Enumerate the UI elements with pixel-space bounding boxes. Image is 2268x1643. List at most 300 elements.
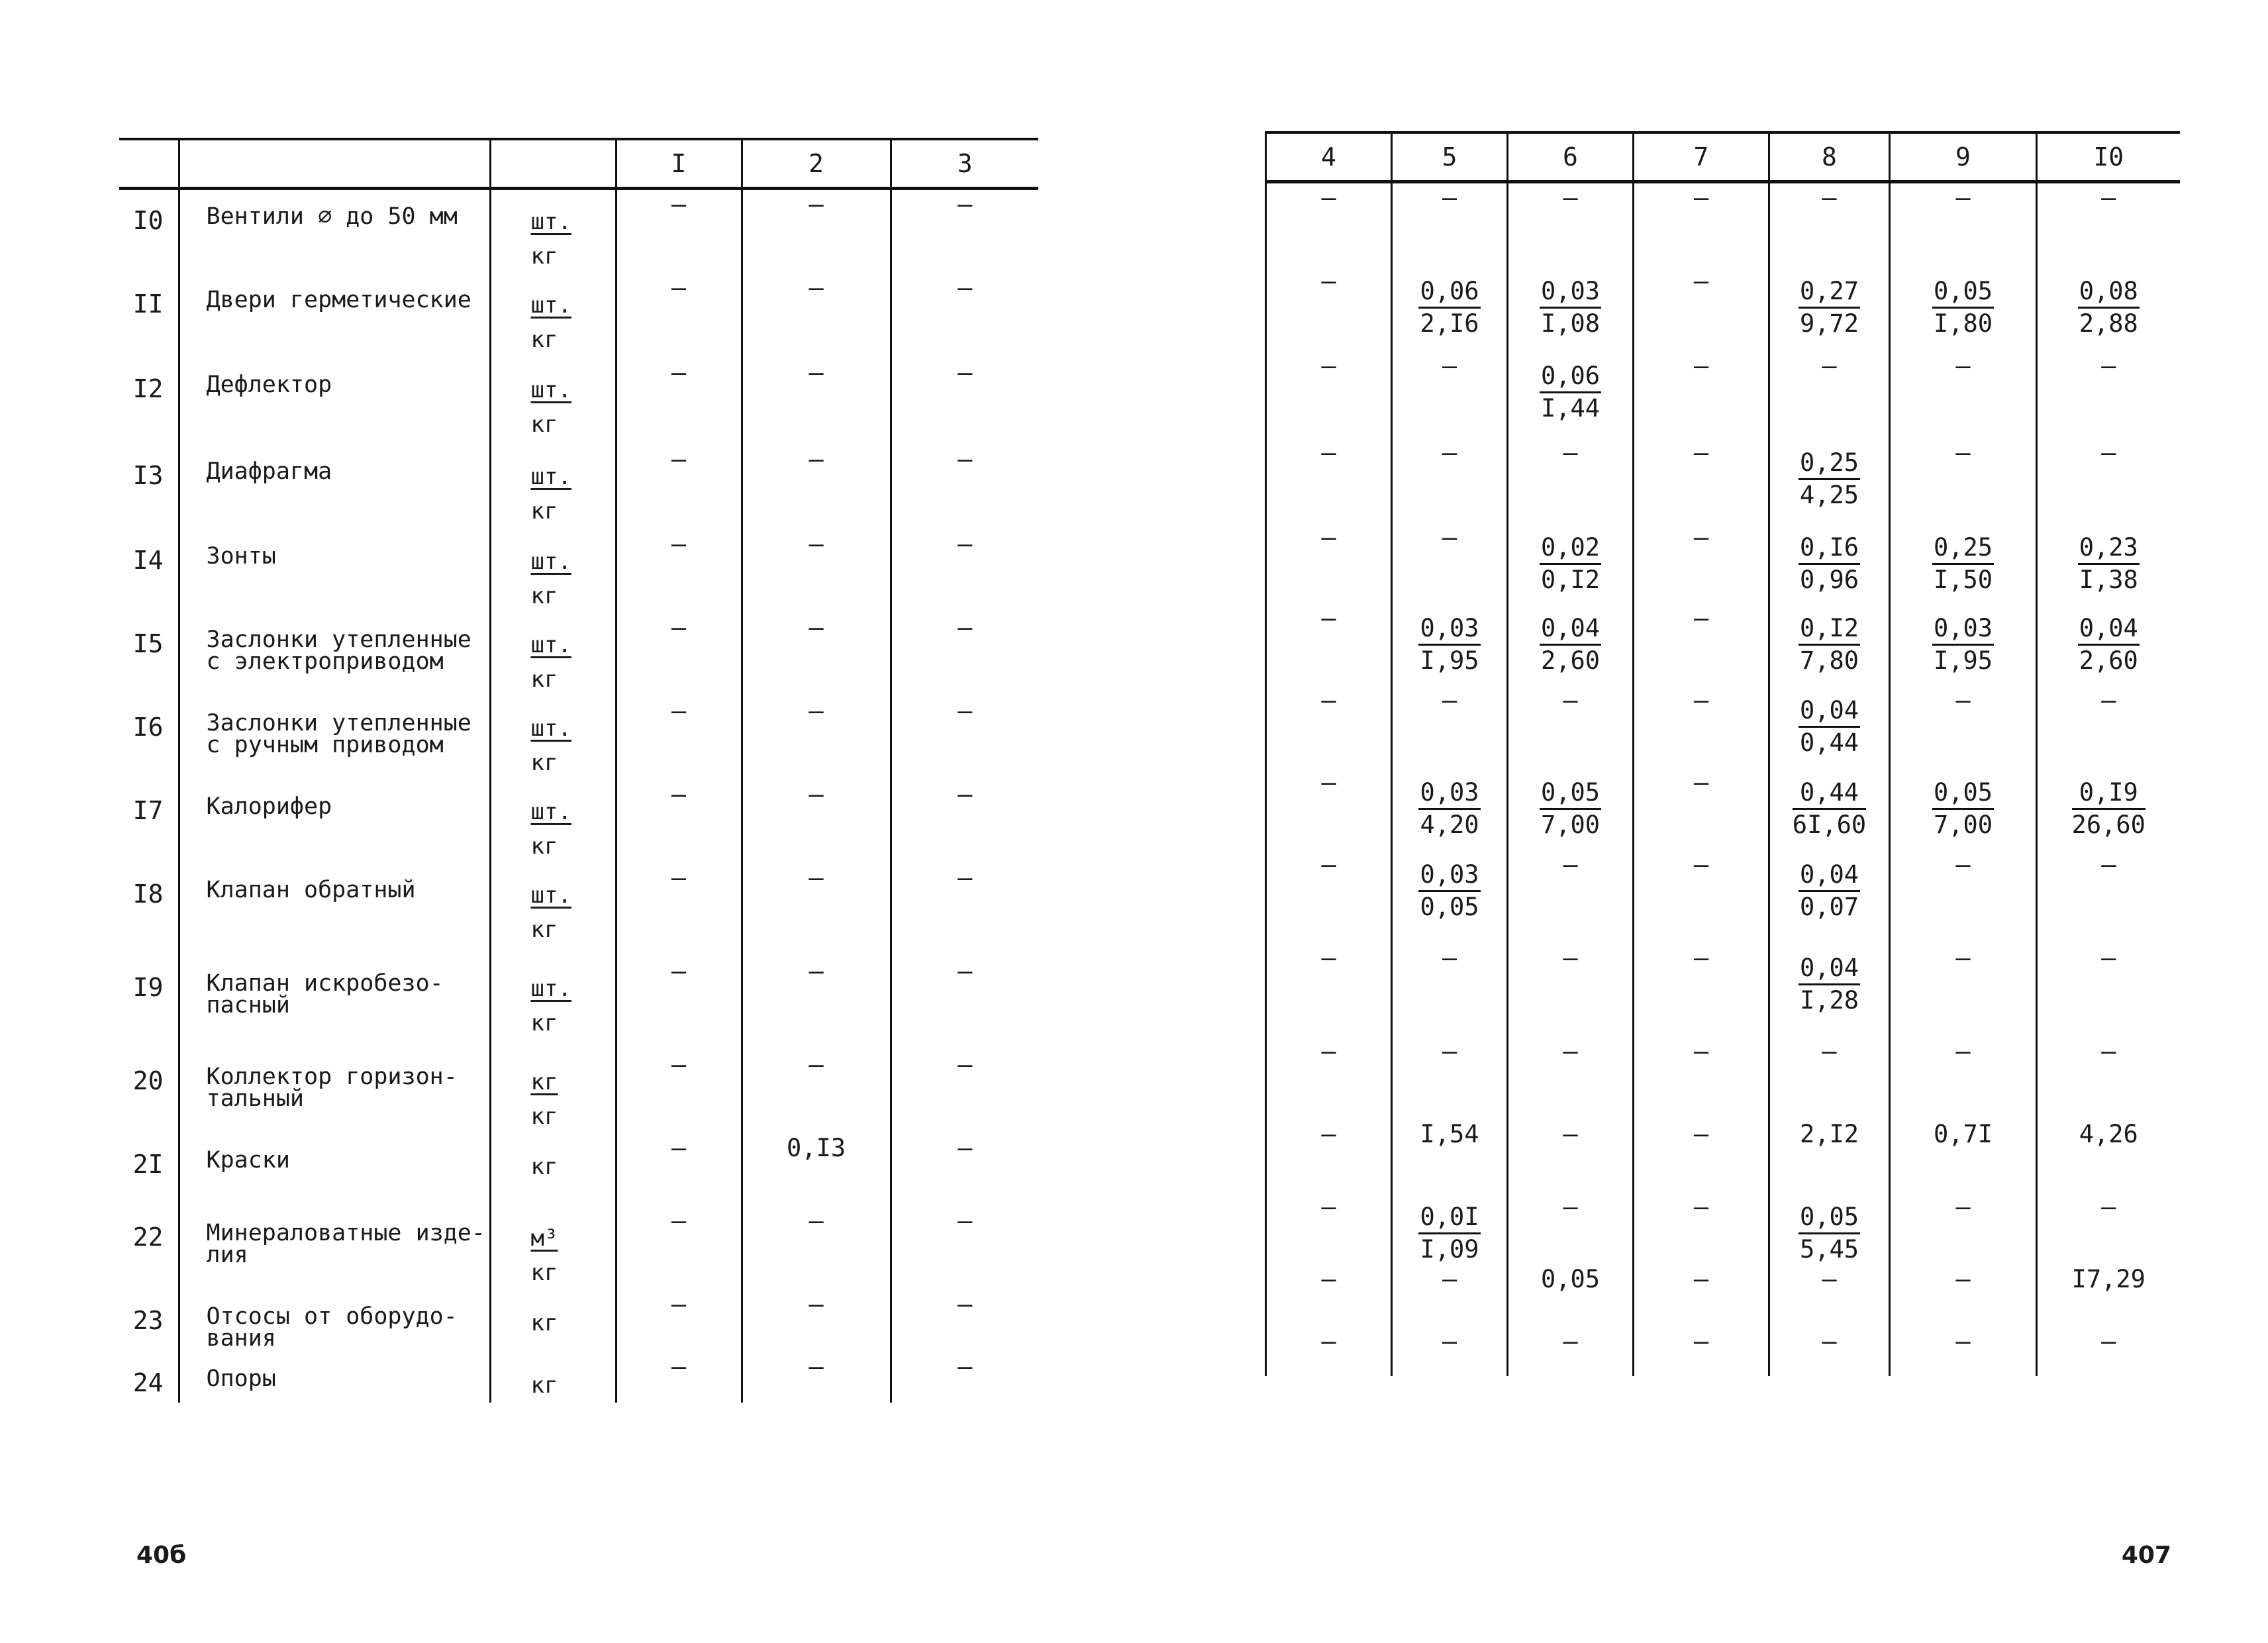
cell-value: – — [1321, 438, 1336, 467]
fraction-denominator: 0,05 — [1420, 892, 1479, 921]
table-row — [1266, 850, 2180, 944]
fraction — [1540, 276, 1601, 339]
item-name: Дефлектор — [179, 358, 490, 445]
table-row — [119, 1352, 1038, 1403]
value-cell — [1266, 604, 1392, 686]
row-number: I7 — [132, 796, 164, 825]
value-cell — [1392, 1193, 1508, 1265]
cell-value: – — [1955, 943, 1971, 972]
value-cell — [1890, 523, 2037, 604]
unit-cell — [490, 530, 616, 613]
cell-value: – — [1693, 266, 1709, 295]
item-name: Калорифер — [179, 780, 490, 864]
table-row — [1266, 604, 2180, 686]
value-cell: – — [742, 358, 891, 445]
fraction-denominator: 26,60 — [2071, 810, 2145, 839]
row-number: 24 — [132, 1368, 164, 1397]
left-header-row — [119, 139, 1038, 189]
table-row — [1266, 1265, 2180, 1327]
fraction — [1799, 953, 1860, 1016]
value-cell — [1890, 1037, 2037, 1120]
cell-value: – — [1693, 1036, 1709, 1066]
cell-value: – — [2101, 943, 2116, 972]
cell-value: – — [1321, 943, 1336, 972]
value-cell — [1634, 1120, 1769, 1193]
item-name: Диафрагма — [179, 445, 490, 530]
value-cell — [2037, 352, 2180, 438]
unit-bottom: кг — [530, 1154, 558, 1180]
value-cell — [1392, 1120, 1508, 1193]
cell-value: – — [1955, 1326, 1971, 1356]
fraction-numerator: 0,23 — [2078, 532, 2140, 565]
cell-value: – — [1442, 685, 1457, 715]
fraction-denominator: 2,60 — [1540, 646, 1601, 675]
value-cell — [1769, 850, 1890, 944]
value-cell — [2037, 686, 2180, 768]
cell-value: – — [1955, 1192, 1971, 1221]
cell-value: – — [1321, 685, 1336, 715]
cell-value: – — [1321, 183, 1336, 212]
right-header-row — [1266, 132, 2180, 182]
value-cell — [1508, 686, 1634, 768]
value-cell — [2037, 944, 2180, 1037]
value-cell: – — [742, 1207, 891, 1290]
cell-value: 2,I2 — [1799, 1119, 1859, 1148]
unit-top: кг — [530, 1069, 558, 1095]
fraction — [2072, 777, 2145, 840]
fraction-numerator: 0,08 — [2078, 276, 2140, 309]
cell-value: – — [1321, 1326, 1336, 1356]
cell-value: – — [2101, 685, 2116, 715]
cell-value: – — [1321, 768, 1336, 797]
unit-bottom: кг — [530, 1010, 558, 1036]
unit-top: шт. — [530, 292, 571, 319]
fraction-numerator: 0,06 — [1418, 276, 1480, 309]
unit-cell — [490, 445, 616, 530]
cell-value: 0,7I — [1933, 1119, 1993, 1148]
fraction — [1799, 448, 1860, 511]
table-row — [119, 1290, 1038, 1352]
value-cell — [1266, 438, 1392, 523]
value-cell — [1890, 1120, 2037, 1193]
table-row — [1266, 1193, 2180, 1265]
cell-value: – — [1822, 1264, 1837, 1293]
value-cell: – — [616, 530, 742, 613]
fraction-numerator: 0,03 — [1418, 613, 1480, 646]
value-cell — [1634, 1265, 1769, 1327]
value-cell — [1769, 604, 1890, 686]
table-row — [1266, 523, 2180, 604]
table-row — [1266, 182, 2180, 267]
fraction — [1793, 777, 1866, 840]
fraction-denominator: 2,60 — [2079, 646, 2138, 675]
fraction — [2078, 613, 2140, 676]
value-cell: – — [891, 189, 1038, 274]
header-cell: 9 — [1890, 132, 2037, 182]
fraction-denominator: 7,80 — [1799, 646, 1859, 675]
value-cell — [1890, 182, 2037, 267]
unit-top: шт. — [530, 632, 571, 658]
value-cell: – — [742, 957, 891, 1050]
value-cell: – — [891, 1134, 1038, 1207]
fraction — [1799, 613, 1860, 676]
value-cell: – — [891, 358, 1038, 445]
unit-cell — [490, 780, 616, 864]
value-cell — [1266, 944, 1392, 1037]
value-cell — [1266, 1037, 1392, 1120]
fraction-numerator: 0,44 — [1793, 777, 1866, 810]
row-number: I3 — [132, 461, 164, 490]
value-cell: – — [891, 697, 1038, 780]
table-row — [1266, 1037, 2180, 1120]
value-cell — [1266, 523, 1392, 604]
table-row — [1266, 267, 2180, 352]
value-cell — [2037, 1120, 2180, 1193]
fraction-numerator: 0,04 — [2078, 613, 2140, 646]
header-cell: I0 — [2037, 132, 2180, 182]
fraction — [2078, 532, 2140, 595]
table-row — [119, 780, 1038, 864]
fraction-denominator: 0,07 — [1799, 892, 1859, 921]
row-number: 20 — [132, 1066, 164, 1095]
value-cell — [2037, 1037, 2180, 1120]
value-cell — [2037, 523, 2180, 604]
value-cell — [2037, 438, 2180, 523]
fraction — [1540, 361, 1601, 424]
value-cell: – — [742, 274, 891, 358]
fraction — [1540, 777, 1601, 840]
unit-cell — [490, 697, 616, 780]
unit-top: шт. — [530, 715, 571, 742]
fraction — [1799, 532, 1860, 595]
unit-top: м³ — [530, 1225, 558, 1252]
unit-cell — [490, 1207, 616, 1290]
cell-value: – — [1693, 1192, 1709, 1221]
fraction-numerator: 0,03 — [1932, 613, 1994, 646]
value-cell — [1634, 267, 1769, 352]
cell-value: I,54 — [1420, 1119, 1479, 1148]
cell-value: – — [1321, 266, 1336, 295]
fraction-numerator: 0,03 — [1418, 777, 1480, 810]
cell-value: 0,05 — [1540, 1264, 1601, 1293]
value-cell: – — [891, 1050, 1038, 1134]
fraction-denominator: 4,25 — [1799, 480, 1859, 509]
value-cell — [2037, 1265, 2180, 1327]
fraction — [1799, 695, 1860, 758]
fraction — [1932, 777, 1994, 840]
unit-bottom: кг — [530, 1310, 558, 1336]
fraction-numerator: 0,05 — [1799, 1202, 1860, 1234]
cell-value: – — [1693, 943, 1709, 972]
value-cell — [1392, 850, 1508, 944]
unit-bottom: кг — [530, 1372, 558, 1399]
cell-value: – — [1442, 1264, 1457, 1293]
fraction-denominator: 0,I2 — [1540, 565, 1601, 594]
fraction-denominator: 6I,60 — [1792, 810, 1867, 839]
unit-top: шт. — [530, 209, 571, 235]
unit-top: шт. — [530, 548, 571, 575]
cell-value: – — [1563, 1119, 1578, 1148]
cell-value: – — [1321, 1119, 1336, 1148]
fraction — [1932, 276, 1994, 339]
value-cell: – — [616, 189, 742, 274]
fraction-numerator: 0,I2 — [1799, 613, 1860, 646]
right-page — [1134, 0, 2268, 1643]
table-row — [119, 358, 1038, 445]
cell-value: – — [1955, 438, 1971, 467]
cell-value: – — [1693, 523, 1709, 552]
unit-top: шт. — [530, 464, 571, 490]
value-cell: – — [616, 780, 742, 864]
cell-value: – — [1563, 943, 1578, 972]
table-row — [119, 274, 1038, 358]
value-cell — [1508, 1327, 1634, 1376]
fraction-denominator: I,95 — [1420, 646, 1479, 675]
value-cell: – — [891, 780, 1038, 864]
fraction-numerator: 0,02 — [1540, 532, 1601, 565]
unit-cell — [490, 613, 616, 697]
table-row — [119, 864, 1038, 957]
cell-value: – — [2101, 1036, 2116, 1066]
value-cell — [1508, 604, 1634, 686]
cell-value: – — [1693, 685, 1709, 715]
value-cell — [1769, 1193, 1890, 1265]
unit-top: шт. — [530, 799, 571, 825]
value-cell — [1634, 944, 1769, 1037]
value-cell — [1392, 944, 1508, 1037]
unit-cell — [490, 1050, 616, 1134]
row-number: 22 — [132, 1222, 164, 1252]
value-cell — [1508, 1265, 1634, 1327]
value-cell — [1392, 1327, 1508, 1376]
unit-bottom: кг — [530, 833, 558, 860]
value-cell — [1769, 267, 1890, 352]
cell-value: – — [1822, 1326, 1837, 1356]
cell-value: – — [1563, 183, 1578, 212]
fraction-denominator: 5,45 — [1799, 1234, 1859, 1264]
unit-bottom: кг — [530, 326, 558, 353]
unit-bottom: кг — [530, 750, 558, 776]
cell-value: – — [1693, 768, 1709, 797]
item-name: Опоры — [179, 1352, 490, 1403]
value-cell: – — [742, 864, 891, 957]
cell-value: – — [1955, 1264, 1971, 1293]
header-cell: 2 — [742, 139, 891, 189]
value-cell: – — [616, 274, 742, 358]
table-row — [119, 697, 1038, 780]
cell-value: – — [1442, 438, 1457, 467]
page-number-right: 407 — [2121, 1542, 2171, 1569]
unit-bottom: кг — [530, 917, 558, 943]
cell-value: – — [1822, 183, 1837, 212]
value-cell: – — [891, 1290, 1038, 1352]
fraction-numerator: 0,I9 — [2072, 777, 2145, 810]
unit-bottom: кг — [530, 411, 558, 438]
unit-cell — [490, 1352, 616, 1403]
cell-value: – — [2101, 438, 2116, 467]
value-cell — [1890, 352, 2037, 438]
fraction-numerator: 0,05 — [1932, 777, 1994, 810]
fraction — [2078, 276, 2140, 339]
row-number: I2 — [132, 374, 164, 403]
cell-value: – — [1321, 1036, 1336, 1066]
header-cell: 3 — [891, 139, 1038, 189]
fraction-numerator: 0,04 — [1799, 695, 1860, 728]
value-cell — [1890, 1193, 2037, 1265]
value-cell: – — [742, 1050, 891, 1134]
cell-value: – — [1321, 1192, 1336, 1221]
value-cell — [1769, 182, 1890, 267]
cell-value: – — [2101, 1192, 2116, 1221]
value-cell — [1634, 523, 1769, 604]
value-cell — [1392, 1037, 1508, 1120]
unit-cell — [490, 957, 616, 1050]
value-cell — [2037, 850, 2180, 944]
header-cell — [490, 139, 616, 189]
value-cell: – — [616, 1207, 742, 1290]
row-number: 2I — [132, 1150, 164, 1179]
table-row — [1266, 768, 2180, 850]
item-name: Заслонки утепленные с ручным приводом — [179, 697, 490, 780]
value-cell — [1392, 1265, 1508, 1327]
value-cell — [1266, 1327, 1392, 1376]
value-cell — [2037, 182, 2180, 267]
value-cell — [1634, 352, 1769, 438]
value-cell: – — [616, 1290, 742, 1352]
unit-cell — [490, 1134, 616, 1207]
value-cell: – — [742, 1290, 891, 1352]
cell-value: – — [1442, 1036, 1457, 1066]
unit-bottom: кг — [530, 1103, 558, 1130]
cell-value: – — [1563, 850, 1578, 879]
value-cell — [1769, 768, 1890, 850]
cell-value: – — [1822, 351, 1837, 380]
table-row — [119, 1207, 1038, 1290]
fraction-numerator: 0,06 — [1540, 361, 1601, 393]
cell-value: – — [1321, 523, 1336, 552]
cell-value: – — [1693, 351, 1709, 380]
value-cell: – — [742, 445, 891, 530]
value-cell — [1508, 1120, 1634, 1193]
cell-value: 4,26 — [2079, 1119, 2138, 1148]
fraction-numerator: 0,27 — [1799, 276, 1860, 309]
value-cell: – — [891, 1207, 1038, 1290]
fraction-denominator: I,09 — [1420, 1234, 1479, 1264]
value-cell: – — [891, 274, 1038, 358]
cell-value: – — [2101, 850, 2116, 879]
fraction-denominator: 0,44 — [1799, 728, 1859, 757]
value-cell — [1392, 768, 1508, 850]
header-cell: 8 — [1769, 132, 1890, 182]
value-cell — [1266, 1265, 1392, 1327]
table-row — [119, 957, 1038, 1050]
value-cell — [1890, 604, 2037, 686]
value-cell — [1266, 1120, 1392, 1193]
value-cell — [2037, 768, 2180, 850]
fraction-numerator: 0,04 — [1799, 953, 1860, 985]
cell-value: – — [1321, 850, 1336, 879]
value-cell: – — [742, 697, 891, 780]
value-cell: 0,I3 — [742, 1134, 891, 1207]
value-cell: – — [616, 957, 742, 1050]
unit-cell — [490, 358, 616, 445]
table-row — [119, 445, 1038, 530]
cell-value: – — [1693, 438, 1709, 467]
fraction-denominator: I,80 — [1933, 309, 1993, 338]
value-cell — [2037, 604, 2180, 686]
table-row — [1266, 1327, 2180, 1376]
fraction-denominator: I,28 — [1799, 985, 1859, 1015]
value-cell — [2037, 1193, 2180, 1265]
value-cell: – — [616, 1352, 742, 1403]
fraction — [1418, 1202, 1480, 1265]
cell-value: – — [1955, 183, 1971, 212]
value-cell — [1266, 1193, 1392, 1265]
item-name: Клапан искробезо- пасный — [179, 957, 490, 1050]
value-cell — [1890, 850, 2037, 944]
value-cell — [1508, 438, 1634, 523]
value-cell — [1769, 1327, 1890, 1376]
value-cell: – — [891, 445, 1038, 530]
fraction-denominator: 9,72 — [1799, 309, 1859, 338]
fraction-denominator: 7,00 — [1933, 810, 1993, 839]
fraction-numerator: 0,25 — [1799, 448, 1860, 480]
unit-top: шт. — [530, 975, 571, 1002]
value-cell — [1634, 1193, 1769, 1265]
value-cell — [1508, 182, 1634, 267]
cell-value: – — [1693, 1326, 1709, 1356]
cell-value: – — [1563, 1192, 1578, 1221]
right-table — [1265, 131, 2180, 1376]
cell-value: I7,29 — [2071, 1264, 2145, 1293]
row-number: I9 — [132, 973, 164, 1002]
value-cell: – — [891, 613, 1038, 697]
fraction — [1540, 613, 1601, 676]
item-name: Отсосы от оборудо- вания — [179, 1290, 490, 1352]
value-cell — [2037, 1327, 2180, 1376]
unit-cell — [490, 274, 616, 358]
value-cell — [1634, 768, 1769, 850]
value-cell — [1769, 686, 1890, 768]
unit-bottom: кг — [530, 243, 558, 270]
row-number: I4 — [132, 546, 164, 575]
value-cell — [1769, 523, 1890, 604]
value-cell — [2037, 267, 2180, 352]
fraction-numerator: 0,04 — [1799, 860, 1860, 892]
value-cell — [1890, 944, 2037, 1037]
value-cell — [1392, 438, 1508, 523]
value-cell — [1634, 1037, 1769, 1120]
fraction-numerator: 0,05 — [1932, 276, 1994, 309]
fraction-denominator: 2,88 — [2079, 309, 2138, 338]
value-cell — [1769, 438, 1890, 523]
value-cell — [1769, 944, 1890, 1037]
value-cell: – — [742, 1352, 891, 1403]
unit-cell — [490, 189, 616, 274]
cell-value: – — [1442, 943, 1457, 972]
unit-cell — [490, 1290, 616, 1352]
value-cell — [1508, 850, 1634, 944]
fraction-numerator: 0,04 — [1540, 613, 1601, 646]
row-number: I8 — [132, 879, 164, 909]
fraction-numerator: 0,03 — [1418, 860, 1480, 892]
unit-cell — [490, 864, 616, 957]
table-row — [1266, 352, 2180, 438]
fraction-denominator: I,50 — [1933, 565, 1993, 594]
cell-value: – — [1693, 850, 1709, 879]
row-number: I6 — [132, 713, 164, 742]
row-number: I5 — [132, 629, 164, 658]
